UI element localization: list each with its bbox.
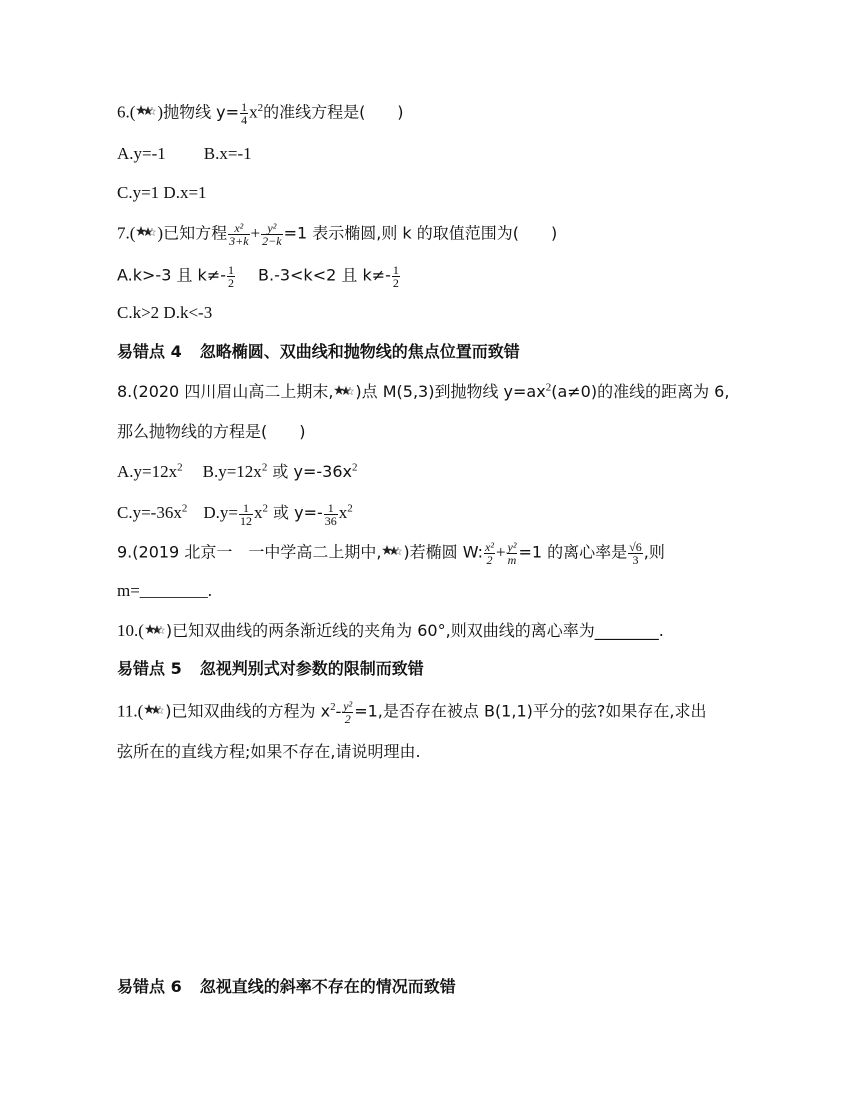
q6-stem: 6.( )抛物线 y= $\frac{1}{4}$ $x^2$的准线方程是( ): [117, 100, 404, 127]
two-star-difficulty-icon: [145, 623, 165, 637]
fraction: $\frac{1}{36}$: [324, 501, 337, 528]
q8-stem: 8.(2020 四川眉山高二上期末, )点 M(5,3)到抛物线 $y=ax^2(a\ne 0)$的准线的距离为 6,: [117, 381, 730, 401]
option-b: $B.y=12x^2$ 或 $y=-36x^2$: [202, 461, 358, 481]
two-star-difficulty-icon: [144, 703, 164, 717]
fraction: $\frac{\text{y²}}{m}$: [507, 540, 517, 567]
fraction: $\frac{1}{2}$: [228, 263, 234, 290]
two-star-difficulty-icon: [382, 544, 402, 558]
q8-options-cd: [117, 502, 353, 527]
fraction: $\frac{\text{y²}}{2-k}$: [262, 221, 282, 248]
q10-stem: 10.( )已知双曲线的两条渐近线的夹角为 60°,则双曲线的离心率为________.: [117, 621, 664, 640]
fraction: $\frac{\text{x²}}{2}$: [485, 540, 494, 567]
q11-stem-cont: 弦所在的直线方程;如果不存在,请说明理由.: [117, 742, 421, 761]
q7-number: 7.(: [117, 223, 136, 243]
option-d: D.y= $\frac{1}{12}$ $x^2$ 或 y=- $\frac{1}{36}$ $x^2$: [203, 501, 353, 528]
fraction: $\frac{\text{y²}}{2}$: [343, 699, 353, 726]
section-title: 忽视直线的斜率不存在的情况而致错: [199, 977, 456, 996]
fraction: $\frac{1}{4}$: [241, 100, 248, 127]
section-title: 忽视判别式对参数的限制而致错: [199, 659, 424, 678]
two-star-difficulty-icon: [136, 104, 156, 118]
option-a: A.k>-3 且 k≠-: [117, 265, 226, 285]
fraction: $\frac{\text{x²}}{3+k}$: [229, 221, 249, 248]
two-star-difficulty-icon: [334, 384, 354, 398]
q6-text: 抛物线 y=: [163, 102, 240, 122]
section-label: 易错点 6: [117, 977, 182, 996]
section-heading-5: [117, 658, 424, 680]
q8-stem-cont: 那么抛物线的方程是( ): [117, 422, 306, 441]
q6-options-cd: C.y=1 D.x=1: [117, 183, 207, 202]
q6-number: 6.(: [117, 102, 136, 122]
fraction: $\frac{1}{2}$: [392, 263, 399, 290]
section-label: 易错点 5: [117, 659, 182, 678]
option-a: $A.y=12x^2$: [117, 461, 183, 481]
option-b: B.-3<k<2 且 k≠-: [258, 265, 391, 285]
section-heading-4: [117, 341, 520, 363]
two-star-difficulty-icon: [136, 225, 156, 239]
q7-options-cd: C.k>2 D.k<-3: [117, 303, 213, 322]
section-title: 忽略椭圆、双曲线和抛物线的焦点位置而致错: [199, 342, 520, 361]
q6-options-ab: [117, 143, 252, 165]
q7-options-ab: [117, 264, 401, 289]
fraction: $\frac{1}{12}$: [239, 501, 252, 528]
option-c: $C.y=-36x^2$: [117, 502, 188, 523]
q7-stem: 7.( )已知方程 $\frac{\text{x²}}{3+k}$ + $\frac{\text{y²}}{2-k}$ =1 表示椭圆,则 k 的取值范围为( ): [117, 221, 558, 248]
q9-stem: 9.(2019 北京一 一中学高二上期中, )若椭圆 W: $\frac{\text{x²}}{2}$ + $\frac{\text{y²}}{m}$ =1 的离心率是 $\frac{√6}{3}$ ,则: [117, 540, 665, 567]
section-heading-6: [117, 976, 456, 998]
q11-stem: 11.( )已知双曲线的方程为 $x^2-$ $\frac{\text{y²}}{2}$ =1,是否存在被点 B(1,1)平分的弦?如果存在,求出: [117, 699, 707, 726]
fraction: $\frac{√6}{3}$: [629, 540, 642, 567]
option-a: A.y=-1: [117, 144, 166, 163]
q8-options-ab: [117, 461, 357, 483]
option-b: B.x=-1: [203, 144, 252, 163]
section-label: 易错点 4: [117, 342, 182, 361]
q9-answer-blank[interactable]: m=________.: [117, 581, 213, 600]
